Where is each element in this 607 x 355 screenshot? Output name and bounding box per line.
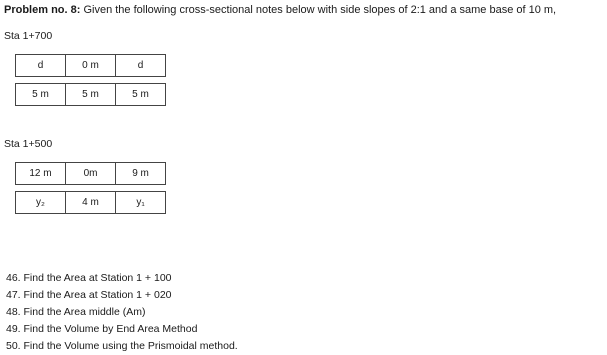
station-1-notes-table bbox=[15, 54, 166, 106]
question-item: 50. Find the Volume using the Prismoidal method. bbox=[6, 340, 238, 352]
table-cell: 5 m bbox=[16, 84, 66, 106]
station-1-label: Sta 1+700 bbox=[4, 30, 53, 42]
question-item: 48. Find the Area middle (Am) bbox=[6, 306, 146, 318]
table-cell: d bbox=[16, 55, 66, 77]
station-2-notes-table bbox=[15, 162, 166, 214]
table-cell: 5 m bbox=[116, 84, 166, 106]
problem-text: Given the following cross-sectional notes below with side slopes of 2:1 and a same base of 10 m, bbox=[80, 4, 557, 16]
table-cell: 4 m bbox=[65, 192, 115, 214]
table-cell: 12 m bbox=[16, 163, 66, 185]
table-cell: y₂ bbox=[16, 192, 66, 214]
problem-statement bbox=[4, 4, 556, 16]
question-item: 49. Find the Volume by End Area Method bbox=[6, 323, 198, 335]
table-row bbox=[16, 84, 166, 106]
table-cell: 5 m bbox=[66, 84, 116, 106]
table-row bbox=[16, 55, 166, 77]
table-row bbox=[16, 192, 166, 214]
table-cell: d bbox=[116, 55, 166, 77]
question-item: 46. Find the Area at Station 1 + 100 bbox=[6, 272, 172, 284]
table-cell: 0 m bbox=[66, 55, 116, 77]
table-row bbox=[16, 163, 166, 185]
station-2-label: Sta 1+500 bbox=[4, 138, 53, 150]
table-cell: 0m bbox=[65, 163, 115, 185]
table-cell: y₁ bbox=[116, 192, 166, 214]
problem-label: Problem no. 8: bbox=[4, 4, 81, 16]
table-cell: 9 m bbox=[116, 163, 166, 185]
question-item: 47. Find the Area at Station 1 + 020 bbox=[6, 289, 172, 301]
question-list bbox=[6, 270, 238, 355]
